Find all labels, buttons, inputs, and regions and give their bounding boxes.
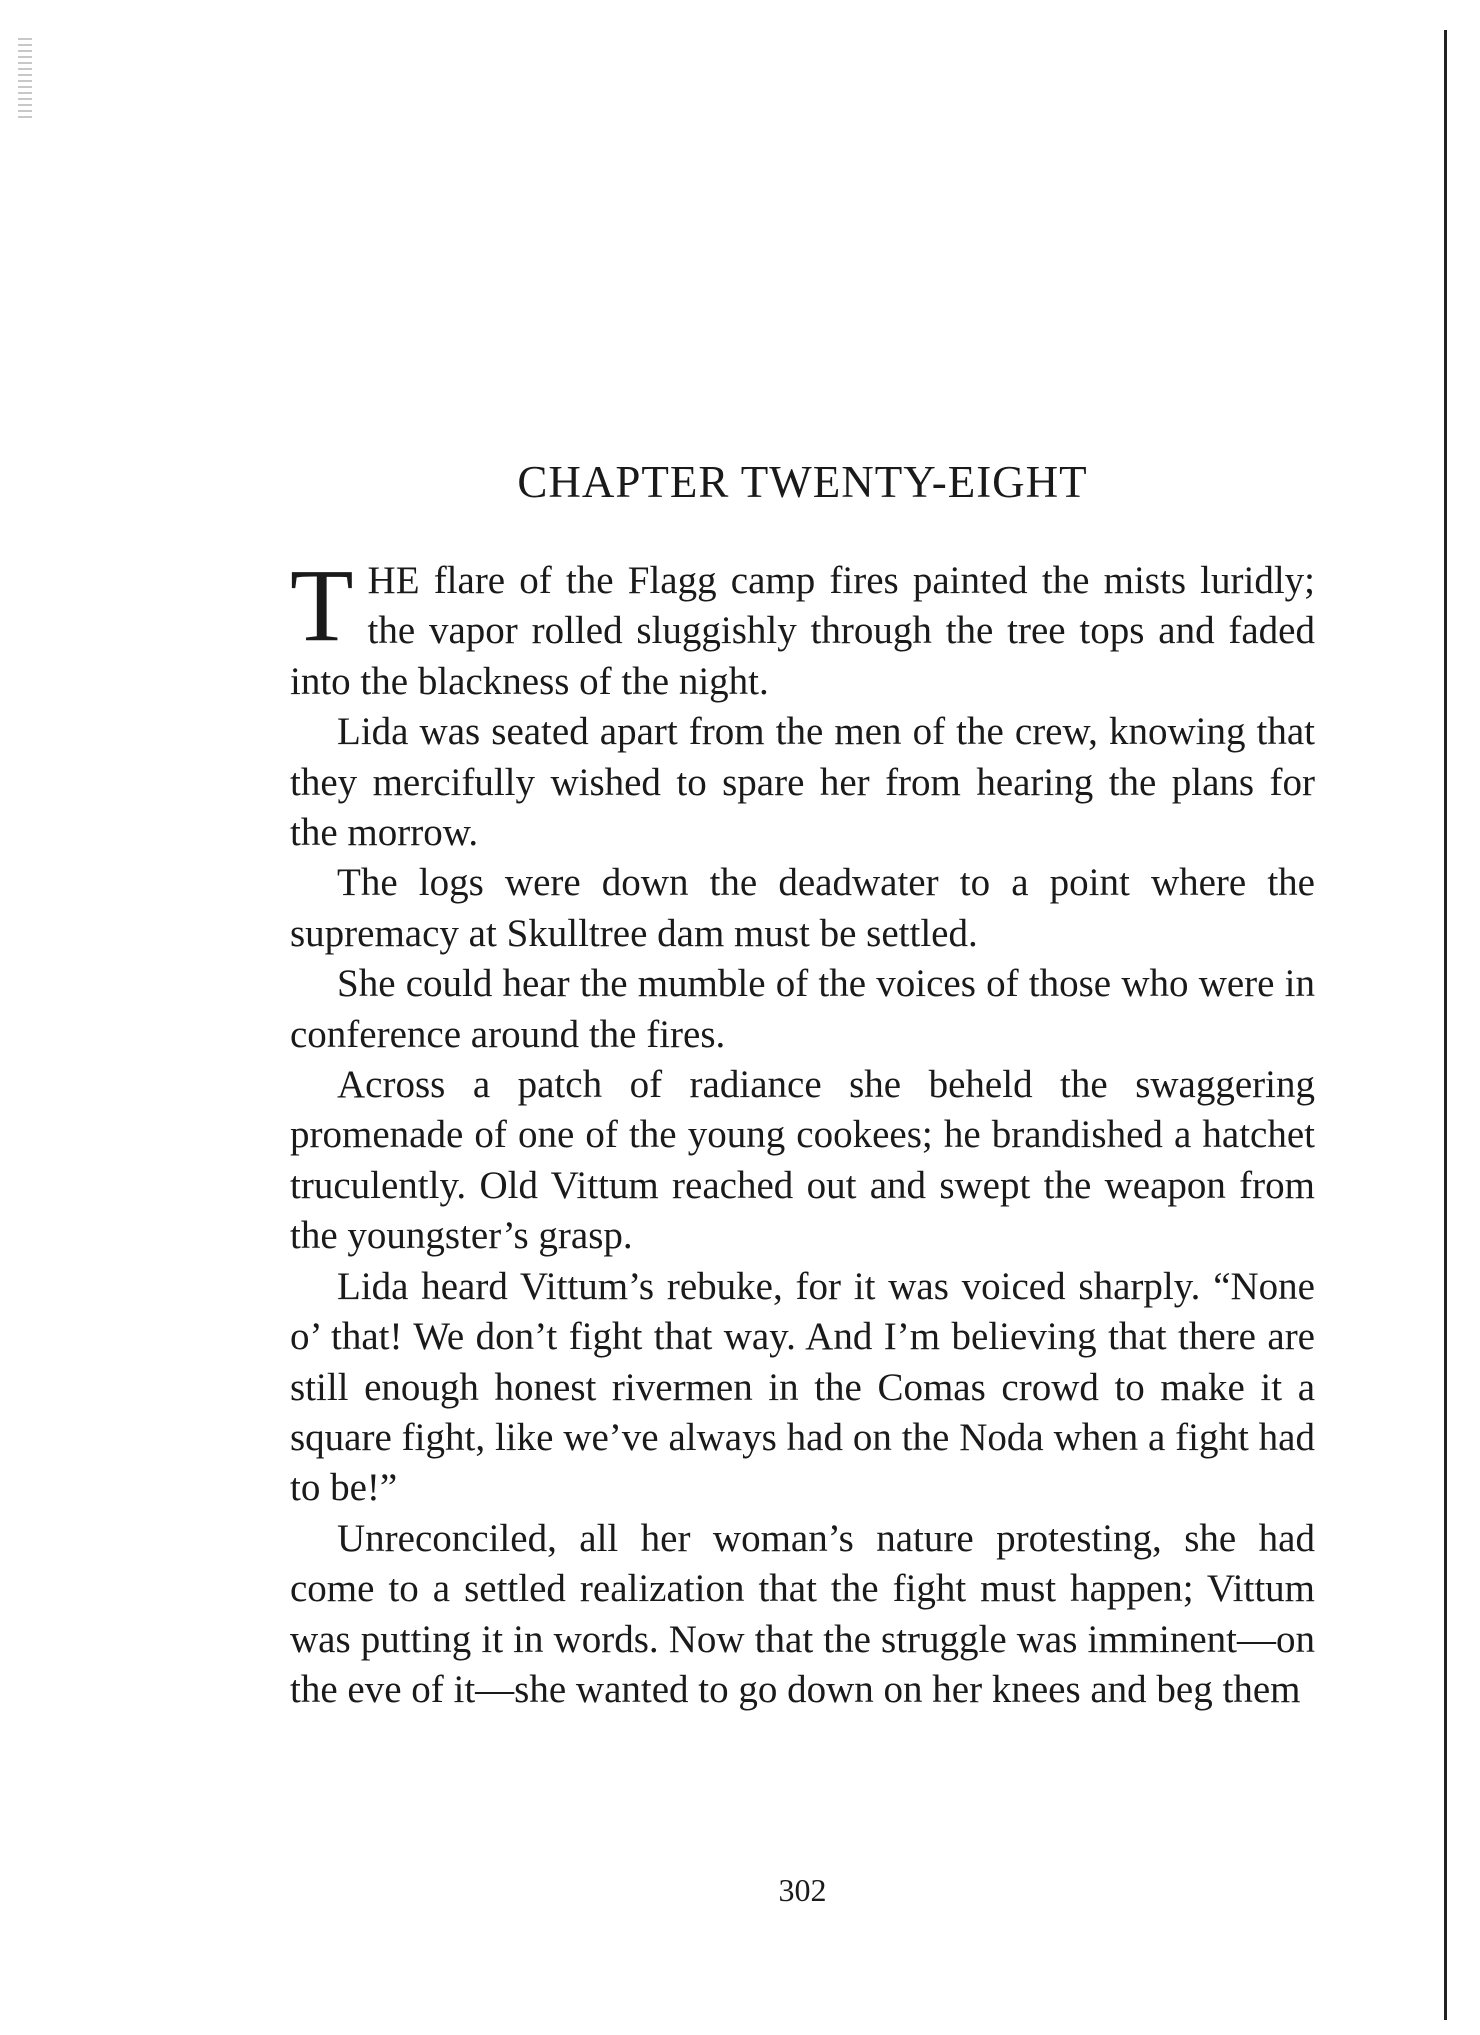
paragraph-3: The logs were down the deadwater to a point where the supremacy at Skulltree dam must be settled. — [290, 861, 1315, 955]
chapter-title: CHAPTER TWENTY-EIGHT — [517, 457, 1088, 507]
paragraph-1 — [290, 548, 1315, 707]
page-number: 302 — [778, 1872, 827, 1908]
paragraph-2: Lida was seated apart from the men of the crew, knowing that they mercifully wished to spare her from hearing the plans for the morrow. — [290, 710, 1315, 855]
paragraph-4: She could hear the mumble of the voices of those who were in conference around the fires. — [290, 962, 1315, 1056]
paragraph-7: Unreconciled, all her woman’s nature protesting, she had come to a settled realization that the fight must happen; Vittum was putting it in words. Now that the struggle was imminent—on the eve of it—she wanted to go down on her knees and beg them — [290, 1516, 1315, 1711]
drop-cap: T — [290, 548, 354, 663]
paragraph-5: Across a patch of radiance she beheld the swaggering promenade of one of the young cookees; he brandished a hatchet truculently. Old Vittum reached out and swept the weapon from the youngster’s grasp. — [290, 1063, 1315, 1258]
body-text — [290, 548, 1315, 1715]
paragraph-text: HE flare of the Flagg camp fires painted the mists luridly; the vapor rolled sluggishly through the tree tops and faded into the blackness of the night. — [290, 559, 1315, 703]
page-edge-mark — [18, 38, 32, 118]
binding-gutter-line — [1444, 30, 1447, 2020]
paragraph-6: Lida heard Vittum’s rebuke, for it was voiced sharply. “None o’ that! We don’t fight that way. And I’m believing that there are still enough honest rivermen in the Comas crowd to make it a square fight, like we’ve always had on the Noda when a fight had to be!” — [290, 1264, 1315, 1510]
